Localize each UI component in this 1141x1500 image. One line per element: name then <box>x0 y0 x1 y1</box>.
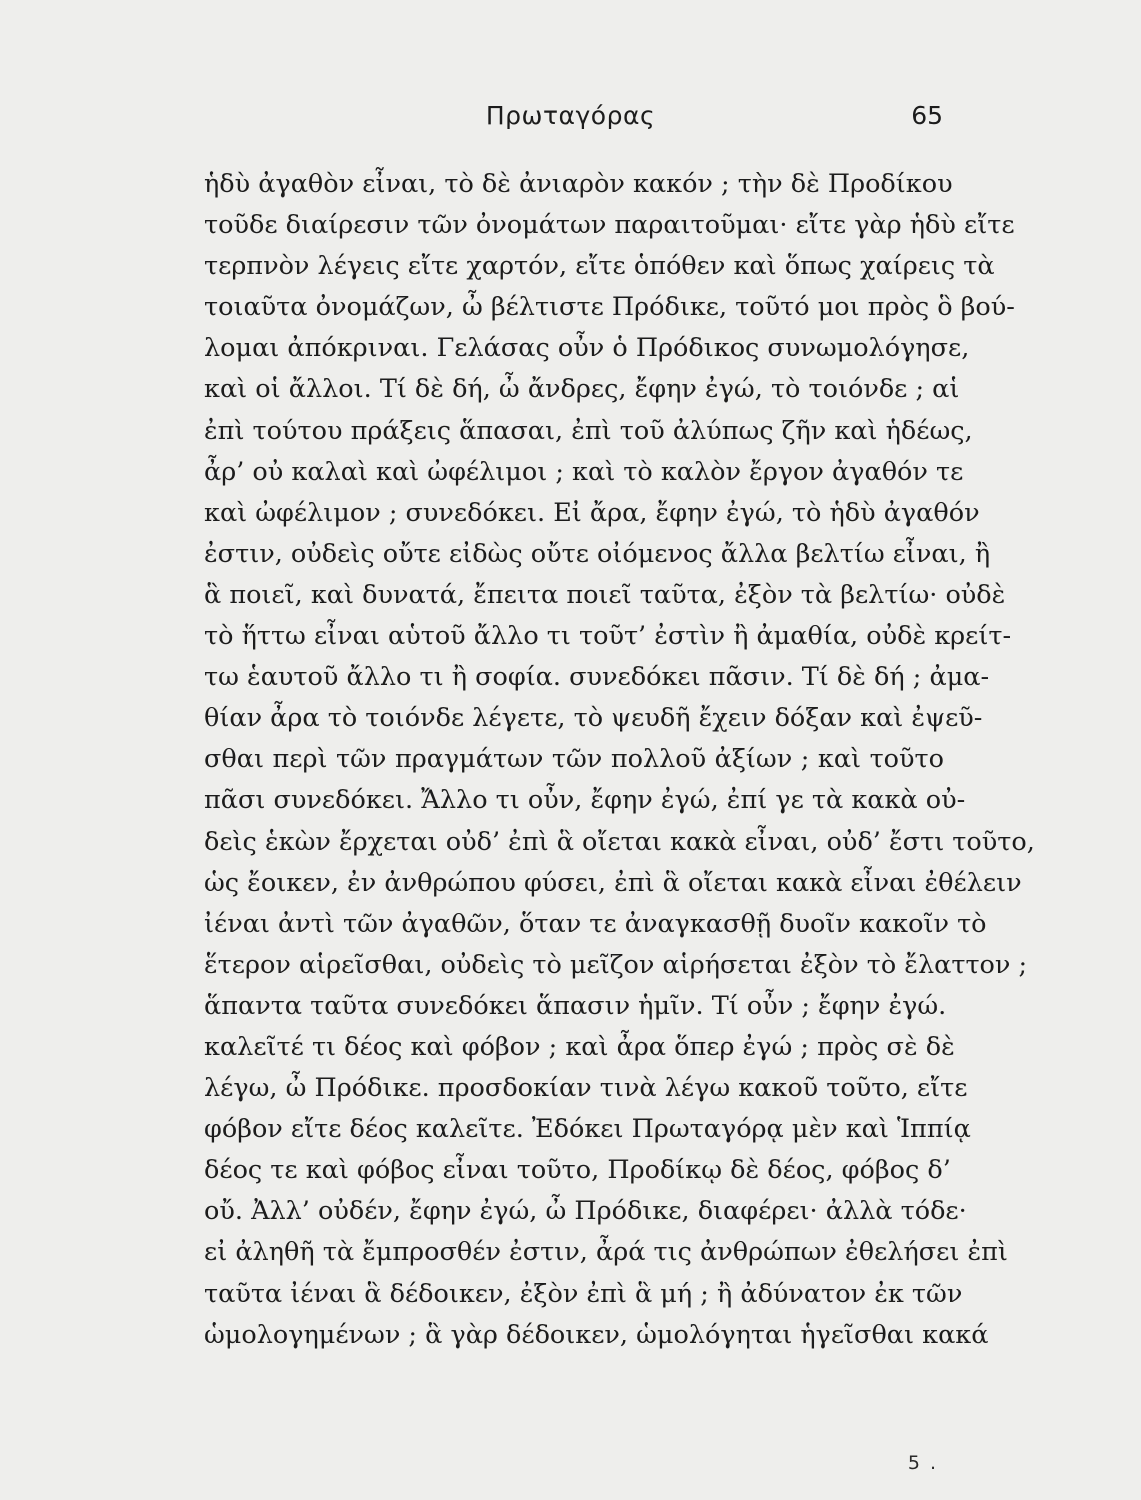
text-line: ἡδὺ ἀγαθὸν εἶναι, τὸ δὲ ἀνιαρὸν κακόν ; τὴν δὲ Προδίκου <box>204 169 953 199</box>
text-line: τοῦδε διαίρεσιν τῶν ὀνομάτων παραιτοῦμαι· εἴτε γὰρ ἡδὺ εἴτε <box>204 210 1015 241</box>
main-text <box>204 164 1035 1356</box>
text-line: εἰ ἀληθῆ τὰ ἔμπροσθέν ἐστιν, ἆρά τις ἀνθρώπων ἐθελήσει ἐπὶ <box>204 1237 1008 1268</box>
text-line: σθαι περὶ τῶν πραγμάτων τῶν πολλοῦ ἀξίων ; καὶ τοῦτο <box>204 744 944 775</box>
text-line: ἕτερον αἱρεῖσθαι, οὐδεὶς τὸ μεῖζον αἱρήσεται ἐξὸν τὸ ἔλαττον ; <box>204 949 1028 980</box>
text-line: τοιαῦτα ὀνομάζων, ὦ βέλτιστε Πρόδικε, τοῦτό μοι πρὸς ὃ βού- <box>204 292 1015 323</box>
text-line: ἐπὶ τούτου πράξεις ἅπασαι, ἐπὶ τοῦ ἀλύπως ζῆν καὶ ἡδέως, <box>204 415 973 446</box>
text-line: ἅπαντα ταῦτα συνεδόκει ἅπασιν ἡμῖν. Τί οὖν ; ἔφην ἐγώ. <box>204 990 947 1021</box>
text-line: πᾶσι συνεδόκει. Ἄλλο τι οὖν, ἔφην ἐγώ, ἐπί γε τὰ κακὰ οὐ- <box>204 785 966 816</box>
text-line: ἐστιν, οὐδεὶς οὔτε εἰδὼς οὔτε οἰόμενος ἄλλα βελτίω εἶναι, ἢ <box>204 538 991 569</box>
text-line: ἃ ποιεῖ, καὶ δυνατά, ἔπειτα ποιεῖ ταῦτα, ἐξὸν τὰ βελτίω· οὐδὲ <box>204 579 1006 610</box>
text-line: τερπνὸν λέγεις εἴτε χαρτόν, εἴτε ὁπόθεν καὶ ὅπως χαίρεις τὰ <box>204 251 995 282</box>
page-number: 65 <box>911 101 943 130</box>
text-line: λομαι ἀπόκριναι. Γελάσας οὖν ὁ Πρόδικος συνωμολόγησε, <box>204 333 970 364</box>
text-line: ὡμολογημένων ; ἃ γὰρ δέδοικεν, ὡμολόγηται ἡγεῖσθαι κακά <box>204 1319 989 1350</box>
text-line: οὔ. Ἀλλ’ οὐδέν, ἔφην ἐγώ, ὦ Πρόδικε, διαφέρει· ἀλλὰ τόδε· <box>204 1196 967 1227</box>
text-line: ταῦτα ἰέναι ἃ δέδοικεν, ἐξὸν ἐπὶ ἃ μή ; ἢ ἀδύνατον ἐκ τῶν <box>204 1278 963 1309</box>
text-line: ὡς ἔοικεν, ἐν ἀνθρώπου φύσει, ἐπὶ ἃ οἴεται κακὰ εἶναι ἐθέλειν <box>204 867 1022 898</box>
running-title: Πρωταγόρας <box>485 101 656 130</box>
text-line: καὶ ὠφέλιμον ; συνεδόκει. Εἰ ἄρα, ἔφην ἐγώ, τὸ ἡδὺ ἀγαθόν <box>204 497 980 528</box>
text-line: θίαν ἆρα τὸ τοιόνδε λέγετε, τὸ ψευδῆ ἔχειν δόξαν καὶ ἐψεῦ- <box>204 703 983 734</box>
text-line: ἆρ’ οὐ καλαὶ καὶ ὠφέλιμοι ; καὶ τὸ καλὸν ἔργον ἀγαθόν τε <box>204 456 964 487</box>
text-line: καλεῖτέ τι δέος καὶ φόβον ; καὶ ἆρα ὅπερ ἐγώ ; πρὸς σὲ δὲ <box>204 1031 955 1062</box>
signature-mark: 5 . <box>907 1452 938 1474</box>
text-line: τω ἑαυτοῦ ἄλλο τι ἢ σοφία. συνεδόκει πᾶσιν. Τί δὲ δή ; ἀμα- <box>204 662 990 693</box>
text-line: δέος τε καὶ φόβος εἶναι τοῦτο, Προδίκῳ δὲ δέος, φόβος δ’ <box>204 1155 951 1186</box>
text-line: δεὶς ἑκὼν ἔρχεται οὐδ’ ἐπὶ ἃ οἴεται κακὰ εἶναι, οὐδ’ ἔστι τοῦτο, <box>204 826 1035 857</box>
text-line: φόβον εἴτε δέος καλεῖτε. Ἐδόκει Πρωταγόρᾳ μὲν καὶ Ἱππίᾳ <box>204 1114 971 1145</box>
text-line: ἰέναι ἀντὶ τῶν ἀγαθῶν, ὅταν τε ἀναγκασθῇ δυοῖν κακοῖν τὸ <box>204 908 987 939</box>
running-head <box>0 96 1141 136</box>
text-line: τὸ ἥττω εἶναι αὑτοῦ ἄλλο τι τοῦτ’ ἐστὶν ἢ ἀμαθία, οὐδὲ κρείτ- <box>204 621 1012 652</box>
text-line: καὶ οἱ ἄλλοι. Τί δὲ δή, ὦ ἄνδρες, ἔφην ἐγώ, τὸ τοιόνδε ; αἱ <box>204 374 960 405</box>
text-line: λέγω, ὦ Πρόδικε. προσδοκίαν τινὰ λέγω κακοῦ τοῦτο, εἴτε <box>204 1073 968 1104</box>
